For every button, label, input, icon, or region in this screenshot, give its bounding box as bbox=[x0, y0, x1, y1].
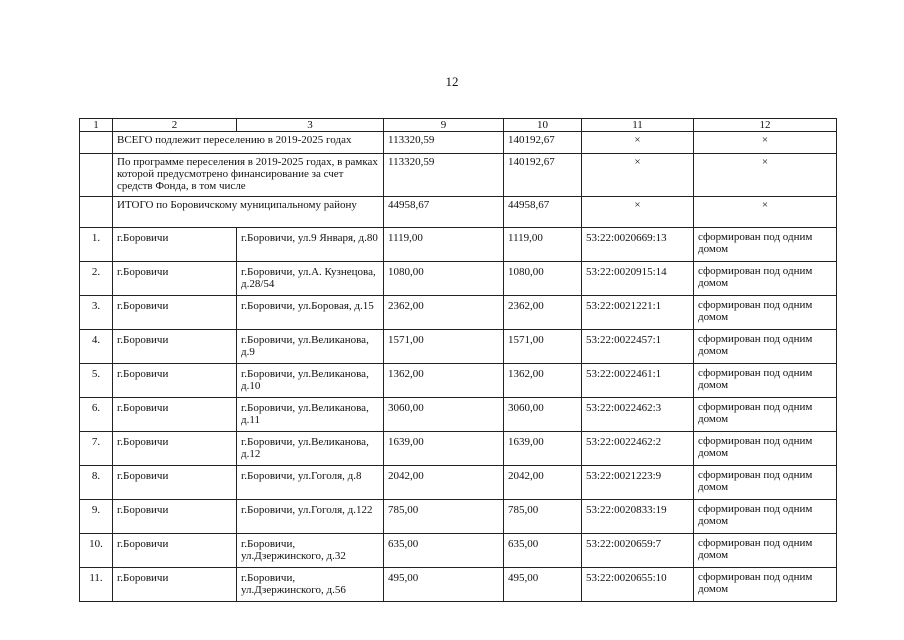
row-number: 9. bbox=[80, 500, 113, 534]
summary-value-11: × bbox=[582, 154, 694, 197]
city-cell: г.Боровичи bbox=[113, 364, 237, 398]
status-cell: сформирован под одним домом bbox=[694, 466, 837, 500]
value-10-cell: 635,00 bbox=[504, 534, 582, 568]
table-row bbox=[80, 296, 837, 330]
column-header: 1 bbox=[80, 119, 113, 132]
summary-value-12: × bbox=[694, 197, 837, 228]
row-number: 1. bbox=[80, 228, 113, 262]
status-cell: сформирован под одним домом bbox=[694, 432, 837, 466]
value-10-cell: 1362,00 bbox=[504, 364, 582, 398]
address-cell: г.Боровичи, ул.Дзержинского, д.32 bbox=[237, 534, 384, 568]
row-number: 6. bbox=[80, 398, 113, 432]
status-cell: сформирован под одним домом bbox=[694, 262, 837, 296]
value-10-cell: 2042,00 bbox=[504, 466, 582, 500]
row-number: 5. bbox=[80, 364, 113, 398]
row-number: 3. bbox=[80, 296, 113, 330]
address-cell: г.Боровичи, ул.Дзержинского, д.56 bbox=[237, 568, 384, 602]
empty-cell bbox=[80, 132, 113, 154]
row-number: 10. bbox=[80, 534, 113, 568]
column-header: 12 bbox=[694, 119, 837, 132]
summary-row-program bbox=[80, 154, 837, 197]
row-number: 2. bbox=[80, 262, 113, 296]
resettlement-table bbox=[79, 118, 837, 602]
value-10-cell: 1571,00 bbox=[504, 330, 582, 364]
value-9-cell: 1119,00 bbox=[384, 228, 504, 262]
address-cell: г.Боровичи, ул.Великанова, д.11 bbox=[237, 398, 384, 432]
city-cell: г.Боровичи bbox=[113, 330, 237, 364]
column-header: 9 bbox=[384, 119, 504, 132]
status-cell: сформирован под одним домом bbox=[694, 500, 837, 534]
status-cell: сформирован под одним домом bbox=[694, 568, 837, 602]
summary-value-12: × bbox=[694, 154, 837, 197]
row-number: 4. bbox=[80, 330, 113, 364]
cadastral-number-cell: 53:22:0021221:1 bbox=[582, 296, 694, 330]
city-cell: г.Боровичи bbox=[113, 262, 237, 296]
summary-value-11: × bbox=[582, 132, 694, 154]
city-cell: г.Боровичи bbox=[113, 432, 237, 466]
row-number: 8. bbox=[80, 466, 113, 500]
value-9-cell: 785,00 bbox=[384, 500, 504, 534]
value-10-cell: 495,00 bbox=[504, 568, 582, 602]
table-row bbox=[80, 262, 837, 296]
value-10-cell: 785,00 bbox=[504, 500, 582, 534]
value-9-cell: 3060,00 bbox=[384, 398, 504, 432]
summary-row-district bbox=[80, 197, 837, 228]
table-row bbox=[80, 330, 837, 364]
cadastral-number-cell: 53:22:0020669:13 bbox=[582, 228, 694, 262]
column-header: 11 bbox=[582, 119, 694, 132]
address-cell: г.Боровичи, ул.А. Кузнецова, д.28/54 bbox=[237, 262, 384, 296]
summary-value-10: 140192,67 bbox=[504, 154, 582, 197]
value-10-cell: 3060,00 bbox=[504, 398, 582, 432]
empty-cell bbox=[80, 197, 113, 228]
table-row bbox=[80, 568, 837, 602]
summary-value-9: 113320,59 bbox=[384, 154, 504, 197]
value-10-cell: 1080,00 bbox=[504, 262, 582, 296]
column-header: 10 bbox=[504, 119, 582, 132]
summary-value-10: 140192,67 bbox=[504, 132, 582, 154]
summary-label: По программе переселения в 2019-2025 годах, в рамках которой предусмотрено финансирование за счет средств Фонда, в том числе bbox=[113, 154, 384, 197]
summary-value-9: 44958,67 bbox=[384, 197, 504, 228]
column-header-row bbox=[80, 119, 837, 132]
empty-cell bbox=[80, 154, 113, 197]
summary-value-9: 113320,59 bbox=[384, 132, 504, 154]
table-row bbox=[80, 534, 837, 568]
summary-row-total bbox=[80, 132, 837, 154]
summary-label: ИТОГО по Боровичскому муниципальному району bbox=[113, 197, 384, 228]
value-9-cell: 2042,00 bbox=[384, 466, 504, 500]
cadastral-number-cell: 53:22:0022457:1 bbox=[582, 330, 694, 364]
value-9-cell: 1639,00 bbox=[384, 432, 504, 466]
value-10-cell: 2362,00 bbox=[504, 296, 582, 330]
table-row bbox=[80, 500, 837, 534]
cadastral-number-cell: 53:22:0022462:3 bbox=[582, 398, 694, 432]
cadastral-number-cell: 53:22:0020915:14 bbox=[582, 262, 694, 296]
city-cell: г.Боровичи bbox=[113, 534, 237, 568]
value-9-cell: 495,00 bbox=[384, 568, 504, 602]
status-cell: сформирован под одним домом bbox=[694, 228, 837, 262]
status-cell: сформирован под одним домом bbox=[694, 534, 837, 568]
summary-label: ВСЕГО подлежит переселению в 2019-2025 годах bbox=[113, 132, 384, 154]
column-header: 2 bbox=[113, 119, 237, 132]
row-number: 11. bbox=[80, 568, 113, 602]
cadastral-number-cell: 53:22:0020655:10 bbox=[582, 568, 694, 602]
table-row bbox=[80, 466, 837, 500]
status-cell: сформирован под одним домом bbox=[694, 364, 837, 398]
status-cell: сформирован под одним домом bbox=[694, 296, 837, 330]
row-number: 7. bbox=[80, 432, 113, 466]
city-cell: г.Боровичи bbox=[113, 466, 237, 500]
value-10-cell: 1119,00 bbox=[504, 228, 582, 262]
address-cell: г.Боровичи, ул.Великанова, д.10 bbox=[237, 364, 384, 398]
cadastral-number-cell: 53:22:0021223:9 bbox=[582, 466, 694, 500]
city-cell: г.Боровичи bbox=[113, 568, 237, 602]
cadastral-number-cell: 53:22:0020659:7 bbox=[582, 534, 694, 568]
summary-value-10: 44958,67 bbox=[504, 197, 582, 228]
value-9-cell: 1571,00 bbox=[384, 330, 504, 364]
status-cell: сформирован под одним домом bbox=[694, 330, 837, 364]
cadastral-number-cell: 53:22:0022462:2 bbox=[582, 432, 694, 466]
address-cell: г.Боровичи, ул.9 Января, д.80 bbox=[237, 228, 384, 262]
summary-value-11: × bbox=[582, 197, 694, 228]
summary-value-12: × bbox=[694, 132, 837, 154]
column-header: 3 bbox=[237, 119, 384, 132]
value-10-cell: 1639,00 bbox=[504, 432, 582, 466]
city-cell: г.Боровичи bbox=[113, 398, 237, 432]
city-cell: г.Боровичи bbox=[113, 228, 237, 262]
value-9-cell: 1362,00 bbox=[384, 364, 504, 398]
table-row bbox=[80, 364, 837, 398]
value-9-cell: 635,00 bbox=[384, 534, 504, 568]
city-cell: г.Боровичи bbox=[113, 500, 237, 534]
cadastral-number-cell: 53:22:0020833:19 bbox=[582, 500, 694, 534]
address-cell: г.Боровичи, ул.Великанова, д.12 bbox=[237, 432, 384, 466]
page-number: 12 bbox=[445, 74, 459, 89]
cadastral-number-cell: 53:22:0022461:1 bbox=[582, 364, 694, 398]
address-cell: г.Боровичи, ул.Великанова, д.9 bbox=[237, 330, 384, 364]
table-row bbox=[80, 432, 837, 466]
value-9-cell: 1080,00 bbox=[384, 262, 504, 296]
table-row bbox=[80, 398, 837, 432]
address-cell: г.Боровичи, ул.Боровая, д.15 bbox=[237, 296, 384, 330]
value-9-cell: 2362,00 bbox=[384, 296, 504, 330]
city-cell: г.Боровичи bbox=[113, 296, 237, 330]
table-row bbox=[80, 228, 837, 262]
address-cell: г.Боровичи, ул.Гоголя, д.8 bbox=[237, 466, 384, 500]
address-cell: г.Боровичи, ул.Гоголя, д.122 bbox=[237, 500, 384, 534]
status-cell: сформирован под одним домом bbox=[694, 398, 837, 432]
